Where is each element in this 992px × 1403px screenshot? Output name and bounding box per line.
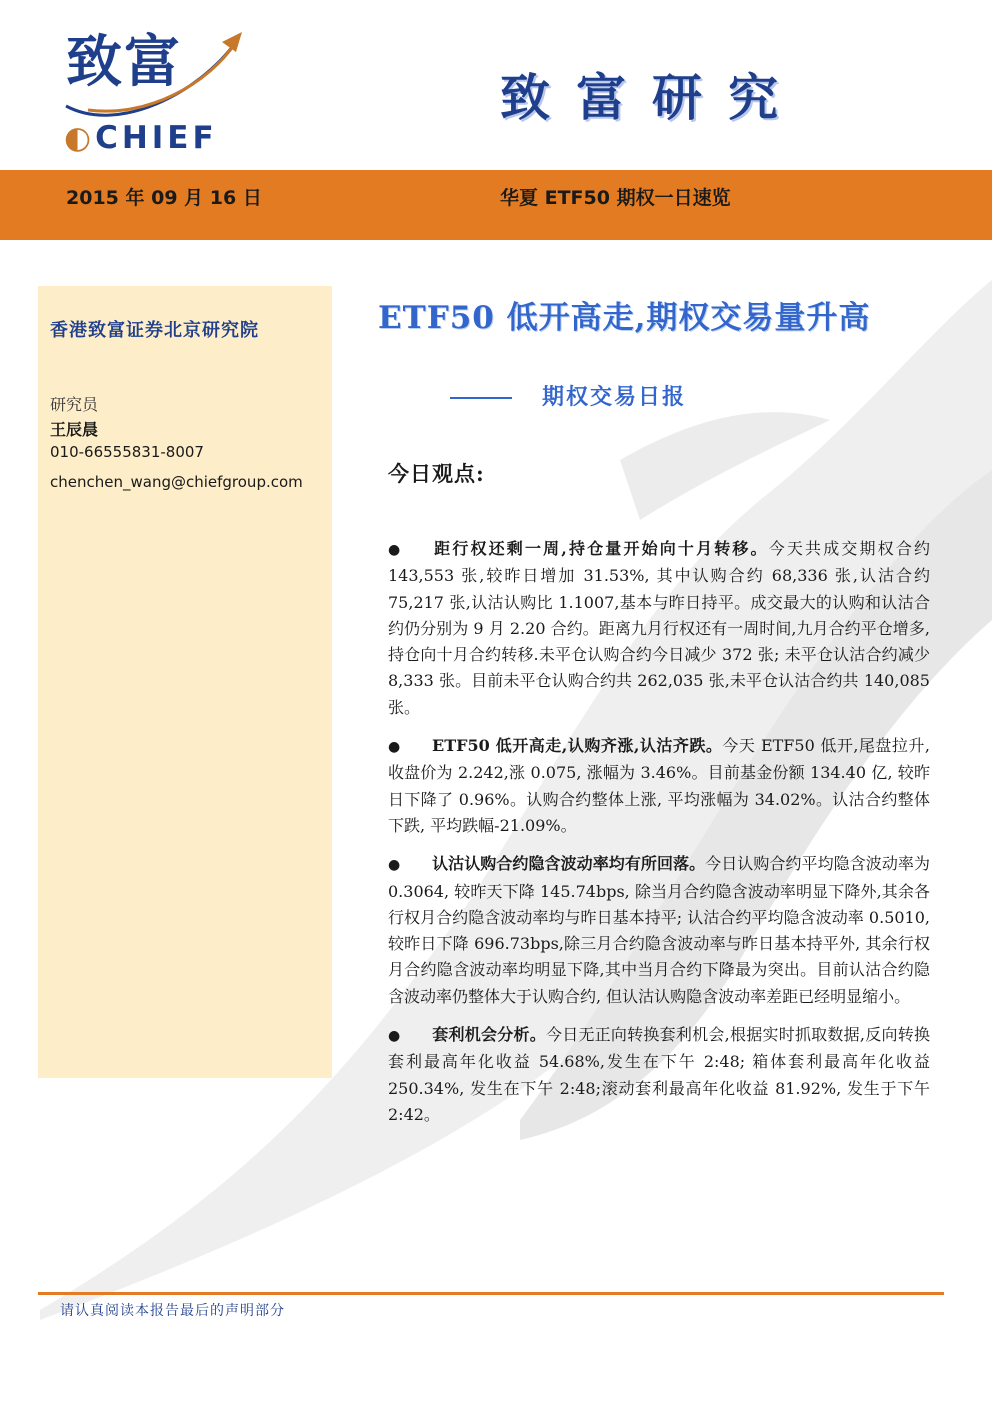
report-date: 2015 年 09 月 16 日 <box>66 187 262 209</box>
footer-divider <box>38 1292 944 1295</box>
bullet-paragraph <box>388 1022 930 1128</box>
report-subtitle <box>450 380 686 411</box>
bullet-paragraph <box>388 536 930 721</box>
bullet-text: 今天 ETF50 低开,尾盘拉升,收盘价为 2.242,涨 0.075, 涨幅为 3.46%。目前基金份额 134.40 亿, 较昨日下降了 0.96%。认购合约整体上涨, 平均涨幅为 34.02%。认沽合约整体下跌, 平均跌幅-21.09%。 <box>388 736 930 835</box>
author-sidebar <box>38 286 332 1078</box>
logo-english-text <box>64 120 218 156</box>
report-body <box>388 536 930 1140</box>
bullet-icon: ● <box>388 542 401 558</box>
bullet-icon: ● <box>388 1028 401 1045</box>
bullet-text: 今日无正向转换套利机会,根据实时抓取数据,反向转换套利最高年化收益 54.68%,发生在下午 2:48; 箱体套利最高年化收益 250.34%, 发生在下午 2:48;滚动套利最高年化收益 81.92%, 发生于下午 2:42。 <box>388 1025 930 1124</box>
subtitle-dash <box>450 397 512 399</box>
bullet-text: 今日认购合约平均隐含波动率为 0.3064, 较昨天下降 145.74bps, 除当月合约隐含波动率明显下降外,其余各行权月合约隐含波动率均与昨日基本持平; 认沽合约平均隐含波动率 0.5010, 较昨日下降 696.73bps,除三月合约隐含波动率与昨日基本持平外, 其余行权月合约隐含波动率均明显下降,其中当月合约下降最为突出。目前认沽合约隐含波动率仍整体大于认购合约, 但认沽认购隐含波动率差距已经明显缩小。 <box>388 854 930 1006</box>
footer-disclaimer: 请认真阅读本报告最后的声明部分 <box>60 1303 285 1319</box>
report-subtitle-text: 期权交易日报 <box>542 384 687 410</box>
logo-english-label: CHIEF <box>95 120 218 156</box>
report-headline: ETF50 低开高走,期权交易量升高 <box>378 300 871 336</box>
company-logo <box>58 14 258 164</box>
bullet-lead: 距行权还剩一周,持仓量开始向十月转移。 <box>432 539 769 558</box>
bullet-icon: ● <box>388 857 401 874</box>
analyst-email[interactable]: chenchen_wang@chiefgroup.com <box>50 473 303 491</box>
bullet-paragraph <box>388 851 930 1010</box>
brand-title: 致富研究 <box>500 68 804 127</box>
bullet-icon: ● <box>388 739 401 756</box>
bullet-lead: 认沽认购合约隐含波动率均有所回落。 <box>432 854 706 874</box>
header-banner <box>0 170 992 240</box>
section-heading: 今日观点: <box>388 461 485 486</box>
logo-swirl-icon: ◐ <box>64 120 96 156</box>
sidebar-role: 研究员 <box>50 395 99 414</box>
sidebar-org: 香港致富证券北京研究院 <box>50 320 259 341</box>
bullet-lead: ETF50 低开高走,认购齐涨,认沽齐跌。 <box>432 736 723 756</box>
banner-title: 华夏 ETF50 期权一日速览 <box>500 187 731 209</box>
analyst-phone: 010-66555831-8007 <box>50 443 204 461</box>
bullet-lead: 套利机会分析。 <box>432 1025 546 1045</box>
bullet-text: 今天共成交期权合约 143,553 张,较昨日增加 31.53%, 其中认购合约 68,336 张,认沽合约 75,217 张,认沽认购比 1.1007,基本与昨日持平。成交最大的认购和认沽合约仍分别为 9 月 2.20 合约。距离九月行权还有一周时间,九月合约平仓增多,持仓向十月合约转移.未平仓认购合约今日减少 372 张; 未平仓认沽合约减少 8,333 张。目前未平仓认购合约共 262,035 张,未平仓认沽合约共 140,085 张。 <box>388 539 930 717</box>
bullet-paragraph <box>388 733 930 839</box>
analyst-name: 王辰晨 <box>50 420 99 439</box>
logo-chinese-text: 致富 <box>66 29 182 95</box>
